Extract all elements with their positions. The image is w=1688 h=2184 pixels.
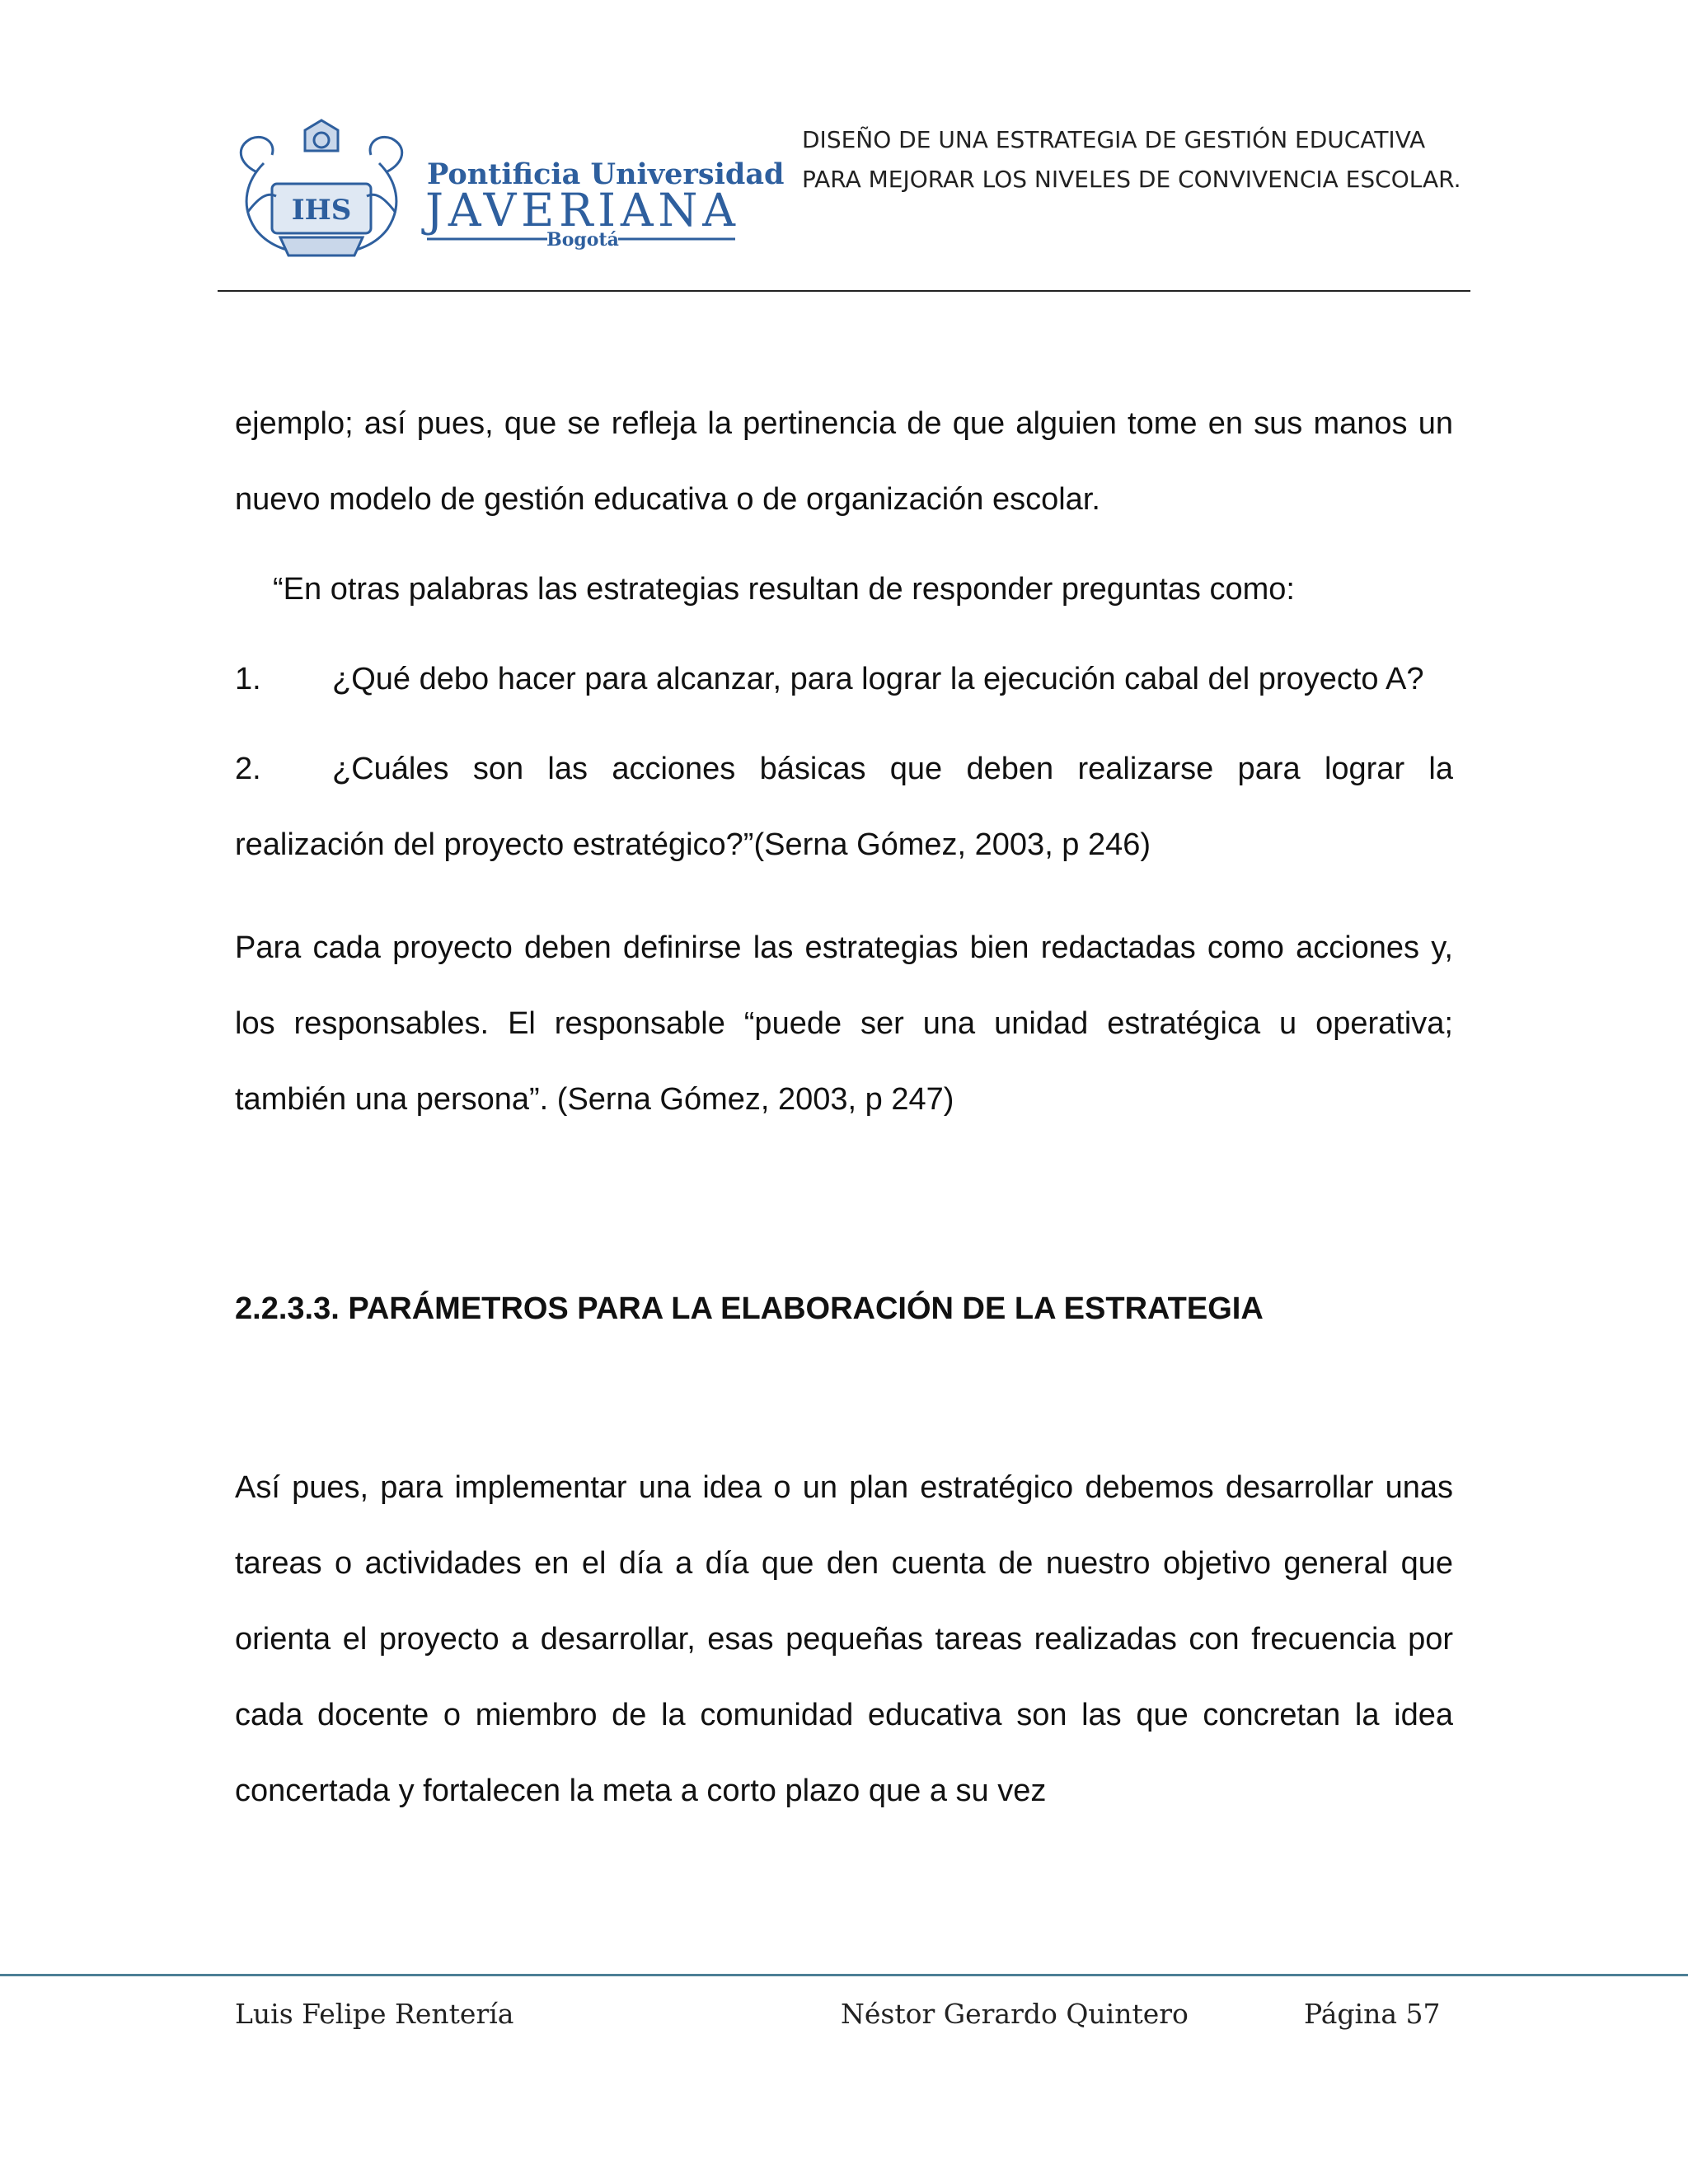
logo-line2: JAVERIANA [425,184,735,237]
list-item-1 [235,641,1453,717]
footer-author-2: Néstor Gerardo Quintero [841,1998,1189,2030]
body-paragraph-2: Para cada proyecto deben definirse las estrategias bien redactadas como acciones y, los responsables. El responsable “puede ser una unidad estratégica u operativa; también una persona”. (Serna Gómez, 2003, p 247) [235,930,1453,1117]
logo-line1: Pontificia Universidad [427,157,785,191]
university-logo [231,114,785,262]
logo-line3: Bogotá [546,229,619,251]
footer-author-1: Luis Felipe Rentería [235,1998,514,2030]
body-paragraph-3: Así pues, para implementar una idea o un plan estratégico debemos desarrollar unas tareas o actividades en el día a día que den cuenta de nuestro objetivo general que orienta el proyecto a desarrollar, esas pequeñas tareas realizadas con frecuencia por cada docente o miembro de la comunidad educativa son las que concretan la idea concertada y fortalecen la meta a corto plazo que a su vez [235,1470,1453,1808]
document-title-line2: PARA MEJORAR LOS NIVELES DE CONVIVENCIA ESCOLAR. [802,166,1461,193]
quote-intro: “En otras palabras las estrategias resultan de responder preguntas como: [273,572,1295,607]
page-body [235,386,1453,1829]
crest-icon [241,120,401,255]
list-number-2: 2. [235,752,261,786]
list-number-1: 1. [235,662,261,696]
list-text-1: ¿Qué debo hacer para alcanzar, para lograr la ejecución cabal del proyecto A? [332,662,1424,696]
logo-shield-text: IHS [291,194,352,227]
body-paragraph-1: ejemplo; así pues, que se refleja la pertinencia de que alguien tome en sus manos un nuevo modelo de gestión educativa o de organización escolar. [235,406,1453,517]
footer-divider [0,1974,1688,1976]
list-item-2 [235,731,1453,883]
page-number: Página 57 [1304,1998,1441,2030]
header-divider [218,290,1470,292]
section-heading: 2.2.3.3. PARÁMETROS PARA LA ELABORACIÓN DE LA ESTRATEGIA [235,1291,1264,1326]
list-text-2: ¿Cuáles son las acciones básicas que deben realizarse para lograr la realización del proyecto estratégico?”(Serna Gómez, 2003, p 246) [235,752,1453,862]
document-title-line1: DISEÑO DE UNA ESTRATEGIA DE GESTIÓN EDUCATIVA [802,126,1426,153]
document-title [802,120,1461,199]
